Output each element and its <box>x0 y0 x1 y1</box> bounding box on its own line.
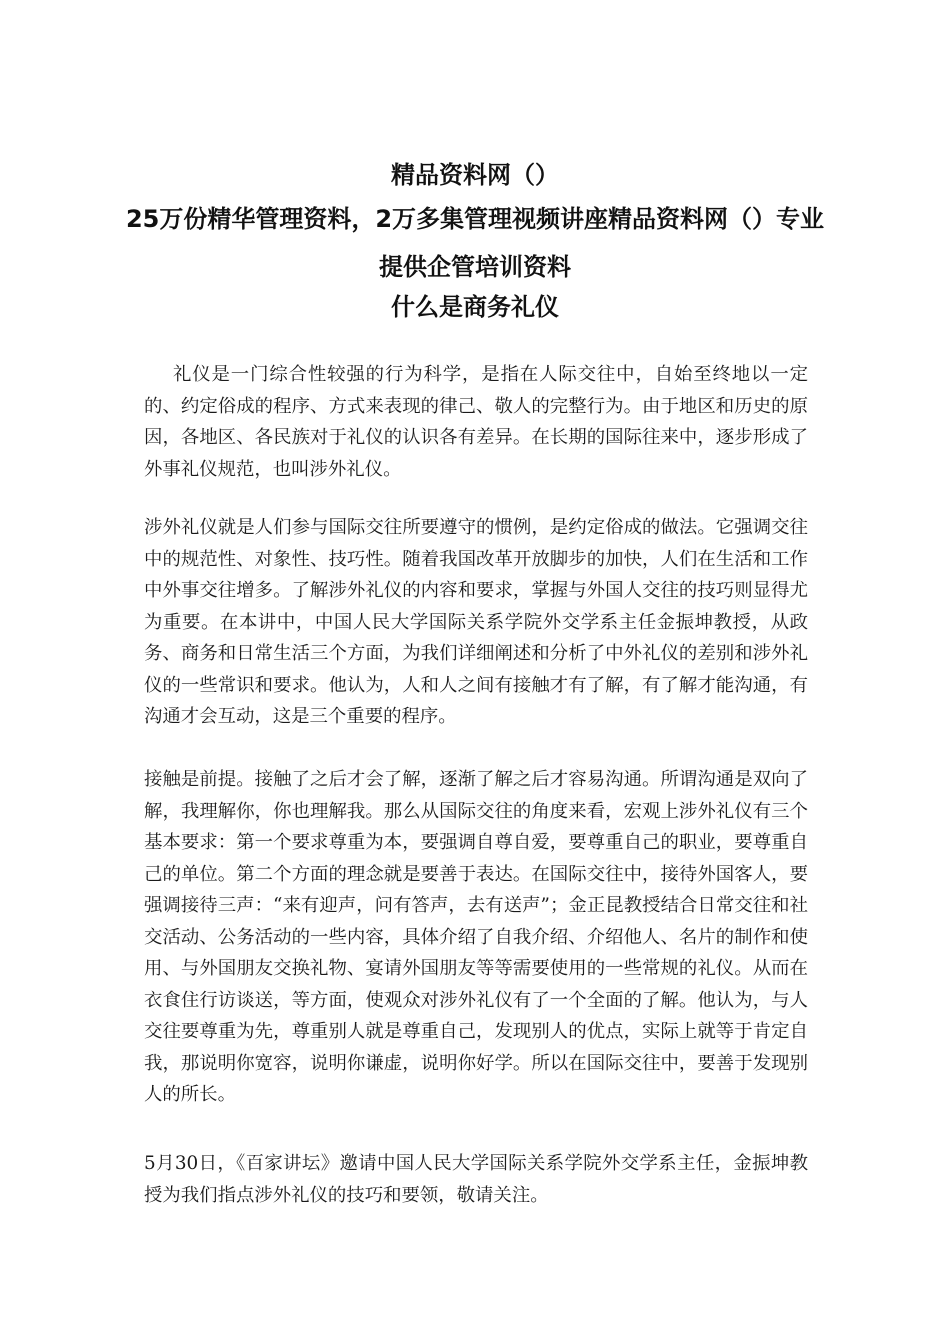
paragraph-3: 接触是前提。接触了之后才会了解，逐渐了解之后才容易沟通。所谓沟通是双向了解，我理解你，你也理解我。那么从国际交往的角度来看，宏观上涉外礼仪有三个基本要求：第一个要求尊重为本，要强调自尊自爱，要尊重自己的职业，要尊重自己的单位。第二个方面的理念就是要善于表达。在国际交往中，接待外国客人，要强调接待三声：“来有迎声，问有答声，去有送声”；金正昆教授结合日常交往和社交活动、公务活动的一些内容，具体介绍了自我介绍、介绍他人、名片的制作和使用、与外国朋友交换礼物、宴请外国朋友等等需要使用的一些常规的礼仪。从而在衣食住行访谈送，等方面，使观众对涉外礼仪有了一个全面的了解。他认为，与人交往要尊重为先，尊重别人就是尊重自己，发现别人的优点，实际上就等于肯定自我，那说明你宽容，说明你谦虚，说明你好学。所以在国际交往中，要善于发现别人的所长。 <box>144 769 808 1105</box>
paragraph-1: 礼仪是一门综合性较强的行为科学，是指在人际交往中，自始至终地以一定的、约定俗成的程序、方式来表现的律己、敬人的完整行为。由于地区和历史的原因，各地区、各民族对于礼仪的认识各有差异。在长期的国际往来中，逐步形成了外事礼仪规范，也叫涉外礼仪。 <box>144 364 808 480</box>
header-line-2: 25万份精华管理资料，2万多集管理视频讲座精品资料网（）专业提供企管培训资料 <box>125 205 825 281</box>
paragraph-4: 5月30日，《百家讲坛》邀请中国人民大学国际关系学院外交学系主任，金振坤教授为我们指点涉外礼仪的技巧和要领，敬请关注。 <box>144 1153 808 1206</box>
header-line-1: 精品资料网（） <box>391 161 559 189</box>
document-title: 什么是商务礼仪 <box>391 293 559 321</box>
paragraph-2: 涉外礼仪就是人们参与国际交往所要遵守的惯例，是约定俗成的做法。它强调交往中的规范性、对象性、技巧性。随着我国改革开放脚步的加快，人们在生活和工作中外事交往增多。了解涉外礼仪的内容和要求，掌握与外国人交往的技巧则显得尤为重要。在本讲中，中国人民大学国际关系学院外交学系主任金振坤教授，从政务、商务和日常生活三个方面，为我们详细阐述和分析了中外礼仪的差别和涉外礼仪的一些常识和要求。他认为，人和人之间有接触才有了解，有了解才能沟通，有沟通才会互动，这是三个重要的程序。 <box>144 517 808 727</box>
